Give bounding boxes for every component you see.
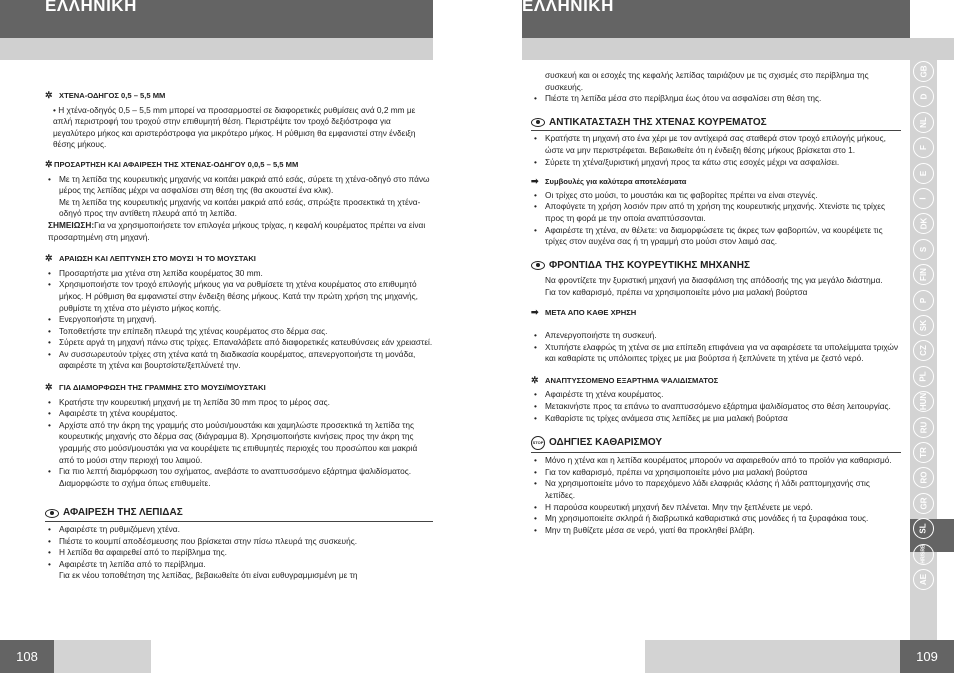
left-header-bar — [0, 0, 433, 38]
language-tab-label: F — [918, 145, 928, 151]
right-column — [531, 70, 901, 536]
section-attach-title: ✲ ΠΡΟΣΑΡΤΗΣΗ ΚΑΙ ΑΦΑΙΡΕΣΗ ΤΗΣ ΧΤΕΝΑΣ-ΟΔΗΓΟΥ 0,0,5 – 5,5 MM — [45, 158, 299, 169]
list-item: • Απενεργοποιήστε τη συσκευή. — [531, 330, 901, 342]
trimmer-attachment-list — [531, 389, 901, 424]
language-tab-label: CZ — [918, 345, 928, 357]
care-text-1: Να φροντίζετε την ξυριστική μηχανή για διασφάλιση της απόδοσής της για μεγάλο διάστημα. — [545, 275, 883, 286]
section-care-title: ΦΡΟΝΤΙΔΑ ΤΗΣ ΚΟΥΡΕΥΤΙΚΗΣ ΜΗΧΑΝΗΣ — [531, 260, 901, 274]
left-page-number: 108 — [0, 640, 54, 673]
list-item: • Με τη λεπίδα της κουρευτικής μηχανής να κοιτάει μακριά από εσάς, σύρετε τη χτένα-οδηγό στο πάνω μέρος της λεπίδας μέχρι να ασφαλίσει στη θέση της (θα ακουστεί ένα κλικ). — [45, 174, 433, 197]
section-shaping-title: ✲ ΓΙΑ ΔΙΑΜΟΡΦΩΣΗ ΤΗΣ ΓΡΑΜΜΗΣ ΣΤΟ ΜΟΥΣΙ/ΜΟΥΣΤΑΚΙ — [45, 382, 266, 393]
list-item: • Καθαρίστε τις τρίχες ανάμεσα στις λεπίδες με μια μαλακή βούρτσα — [531, 413, 901, 425]
after-use-list — [531, 330, 901, 365]
language-tab-label: DK — [919, 218, 928, 230]
sun-icon: ✲ — [45, 158, 53, 169]
language-tab-label: RU — [919, 421, 928, 433]
arrow-right-icon: ➡ — [531, 176, 539, 187]
language-tab-e[interactable] — [913, 163, 934, 184]
section-blade-removal-list — [45, 524, 433, 570]
eye-icon — [531, 261, 545, 270]
language-tab-p[interactable] — [913, 290, 934, 311]
list-item: • Πιέστε το κουμπί αποδέσμευσης που βρίσκεται στην πίσω πλευρά της συσκευής. — [45, 536, 433, 548]
list-item: • Μη χρησιμοποιείτε σκληρά ή διαβρωτικά καθαριστικά στις μονάδες ή τα ξυραφάκια τους. — [531, 513, 901, 525]
eye-icon — [531, 118, 545, 127]
right-header-title: ΕΛΛΗΝΙΚΗ — [522, 0, 614, 15]
language-tab-label: RO — [919, 471, 928, 484]
list-item: • Μην τη βυθίζετε μέσα σε νερό, γιατί θα προκληθεί βλάβη. — [531, 525, 901, 537]
left-header-title: ΕΛΛΗΝΙΚΗ — [45, 0, 137, 15]
list-item: • Κρατήστε τη μηχανή στο ένα χέρι με τον αντίχειρά σας σταθερά στον τροχό επιλογής μήκους, ώστε να μην περιστρέφεται. Βεβαιωθείτε ότι η ένδειξη θέσης μήκους βρίσκεται στο 1. — [531, 133, 901, 156]
language-tab-sk[interactable] — [913, 315, 934, 336]
after-use-title: ➡ ΜΕΤΑ ΑΠΟ ΚΑΘΕ ΧΡΗΣΗ — [531, 306, 637, 317]
list-item: • Σύρετε τη χτένα/ξυριστική μηχανή προς τα κάτω στις εσοχές μέχρι να ασφαλίσει. — [531, 157, 901, 169]
language-tab-tr[interactable] — [913, 442, 934, 463]
language-tab-label: S — [919, 246, 928, 252]
list-item: • Η παρούσα κουρευτική μηχανή δεν πλένεται. Μην την ξεπλένετε με νερό. — [531, 502, 901, 514]
right-page-number: 109 — [900, 640, 954, 673]
list-item: • Οι τρίχες στο μούσι, το μουστάκι και τις φαβορίτες πρέπει να είναι στεγνές. — [531, 190, 901, 202]
care-text-2: Για τον καθαρισμό, πρέπει να χρησιμοποιείτε μόνο μια μαλακή βούρτσα — [545, 286, 808, 297]
language-tab-label: GB — [919, 65, 928, 78]
left-column — [45, 90, 433, 582]
arrow-right-icon: ➡ — [531, 306, 539, 317]
list-item: • Η λεπίδα θα αφαιρεθεί από το περίβλημα της. — [45, 547, 433, 559]
list-item: • Κρατήστε την κουρευτική μηχανή με τη λεπίδα 30 mm προς το μέρος σας. — [45, 397, 433, 409]
language-tab-ru[interactable] — [913, 417, 934, 438]
language-tab-label: E — [919, 170, 928, 176]
right-header-bar — [522, 0, 910, 38]
section-cleaning-title: STOP ΟΔΗΓΙΕΣ ΚΑΘΑΡΙΣΜΟΥ — [531, 436, 901, 453]
language-tab-i[interactable] — [913, 188, 934, 209]
section-thinning-list — [45, 268, 433, 372]
language-tab-s[interactable] — [913, 239, 934, 260]
list-item: • Τοποθετήστε την επίπεδη πλευρά της χτένας κουρέματος στο δέρμα σας. — [45, 326, 433, 338]
section-comb-guide-text: • Η χτένα-οδηγός 0,5 – 5,5 mm μπορεί να προσαρμοστεί σε διαφορετικές ρυθμίσεις ανά 0,2 mm με απλή περιστροφή του τροχού στην επιθυμητή θέση. Περιστρέψτε τον τροχό δεξιόστροφα για μεγαλύτερο μήκος και αριστερόστροφα για μικρότερο μήκος. Η ρύθμιση θα εμφανιστεί στην ένδειξη θέσης μήκους. — [53, 104, 416, 150]
list-item: • Ενεργοποιήστε τη μηχανή. — [45, 314, 433, 326]
section-thinning-title: ✲ ΑΡΑΙΩΣΗ ΚΑΙ ΛΕΠΤΥΝΣΗ ΣΤΟ ΜΟΥΣΙ Ή ΤΟ ΜΟΥΣΤΑΚΙ — [45, 253, 256, 264]
language-tab-nl[interactable] — [913, 112, 934, 133]
list-item: • Αφαιρέστε τη χτένα κουρέματος. — [45, 408, 433, 420]
sun-icon: ✲ — [45, 90, 53, 100]
stop-icon: STOP — [531, 436, 545, 450]
section-attach-list — [45, 174, 433, 197]
section-blade-removal-tail: Για εκ νέου τοποθέτηση της λεπίδας, βεβαιωθείτε ότι είναι ευθυγραμμισμένη με τη — [59, 570, 358, 581]
section-attach-text: Με τη λεπίδα της κουρευτικής μηχανής να κοιτάει μακριά από εσάς, σπρώξτε προσεκτικά τη χτένα-οδηγό προς την αντίθετη πλευρά από τη λεπίδα. — [59, 196, 421, 219]
section-cleaning-list — [531, 455, 901, 536]
list-item: • Αρχίστε από την άκρη της γραμμής στο μούσι/μουστάκι και χαμηλώστε προσεκτικά τη λεπίδα της κουρευτικής μηχανής στο δέρμα σας (διάγραμμα 8). Χρησιμοποιήστε κινήσεις προς την άκρη της γραμμής στο μούσι/μουστάκι για να κουρέψετε τις επιθυμητές περιοχές του προσώπου και μακριά από το μούσι στην περιοχή του λαιμού. — [45, 420, 433, 466]
page-gutter — [433, 0, 522, 673]
language-tab-label: P — [919, 297, 928, 303]
tips-list — [531, 190, 901, 248]
list-item: • Αποφύγετε τη χρήση λοσιόν πριν από τη χρήση της κουρευτικής μηχανής. Χτενίστε τις τρίχες προς τη φορά με την οποία αναπτύσσονται. — [531, 201, 901, 224]
section-blade-removal-title: ΑΦΑΙΡΕΣΗ ΤΗΣ ΛΕΠΙΔΑΣ — [45, 507, 433, 522]
list-item: • Μετακινήστε προς τα επάνω το αναπτυσσόμενο εξάρτημα ψαλιδίσματος στο θέση λειτουργίας. — [531, 401, 901, 413]
list-item: • Για πιο λεπτή διαμόρφωση του σχήματος, ανεβάστε το αναπτυσσόμενο εξάρτημα ψαλιδίσματος. Διαμορφώστε το σχήμα όπως επιθυμείτε. — [45, 466, 433, 489]
language-tab-label: TR — [918, 447, 928, 458]
language-tab-pl[interactable] — [913, 366, 934, 387]
language-tab-label: D — [919, 94, 928, 100]
language-tab-ae[interactable] — [913, 569, 934, 590]
right-top-band — [522, 38, 954, 60]
language-tab-label: FIN — [918, 268, 928, 282]
left-top-band — [0, 38, 433, 60]
sidebar-edge — [937, 60, 954, 640]
language-tab-label: SL — [918, 523, 928, 534]
section-attach-note: ΣΗΜΕΙΩΣΗ:Για να χρησιμοποιήσετε τον επιλογέα μήκους τρίχας, η κεφαλή κουρέματος πρέπει να είναι προσαρτημένη στη μηχανή. — [48, 219, 426, 242]
section-comb-guide-title: ✲ ΧΤΕΝΑ-ΟΔΗΓΟΣ 0,5 – 5,5 MM — [45, 90, 166, 100]
tips-title: ➡ Συμβουλές για καλύτερα αποτελέσματα — [531, 176, 687, 187]
section-comb-replace-title: ΑΝΤΙΚΑΤΑΣΤΑΣΗ ΤΗΣ ΧΤΕΝΑΣ ΚΟΥΡΕΜΑΤΟΣ — [531, 117, 901, 132]
language-tab-gr[interactable] — [913, 493, 934, 514]
list-item: • Προσαρτήστε μια χτένα στη λεπίδα κουρέματος 30 mm. — [45, 268, 433, 280]
eye-icon — [45, 509, 59, 518]
list-item: • Μόνο η χτένα και η λεπίδα κουρέματος μπορούν να αφαιρεθούν από το προϊόν για καθαρισμό. — [531, 455, 901, 467]
language-tab-label: NL — [918, 116, 928, 128]
language-tab-gb[interactable] — [913, 61, 934, 82]
list-item: • Πιέστε τη λεπίδα μέσα στο περίβλημα έως ότου να ασφαλίσει στη θέση της. — [531, 93, 901, 105]
language-tab-label: AE — [919, 573, 928, 586]
list-item: • Αφαιρέστε τη λεπίδα από το περίβλημα. — [45, 559, 433, 571]
language-tab-label: SK — [919, 319, 928, 332]
language-tab-label: HR/SRB — [920, 544, 927, 564]
list-item: • Χρησιμοποιήστε τον τροχό επιλογής μήκους για να ρυθμίσετε τη χτένα κουρέματος στο επιθυμητό μήκος. Η ρύθμιση θα εμφανιστεί στην ένδειξη θέσης μήκους. Κατά την πρώτη χρήση της μηχανής, ρυθμίστε τη χτένα στο μέγιστο μήκος κοπής. — [45, 279, 433, 314]
intro-text: συσκευή και οι εσοχές της κεφαλής λεπίδας ταιριάζουν με τις σχισμές στο περίβλημα της συσκευής. — [545, 70, 869, 92]
list-item: • Σύρετε αργά τη μηχανή πάνω στις τρίχες. Επαναλάβετε από διαφορετικές κατευθύνσεις εάν χρειαστεί. — [45, 337, 433, 349]
intro-list — [531, 93, 901, 105]
section-shaping-list — [45, 397, 433, 490]
section-comb-replace-list — [531, 133, 901, 168]
list-item: • Αν συσσωρευτούν τρίχες στη χτένα κατά τη διαδικασία κουρέματος, απενεργοποιήστε τη μονάδα, αφαιρέστε τη χτένα και βουρτσίστε/ξεπλύνετέ την. — [45, 349, 433, 372]
list-item: • Για τον καθαρισμό, πρέπει να χρησιμοποιείτε μόνο μια μαλακή βούρτσα — [531, 467, 901, 479]
list-item: • Αφαιρέστε τη χτένα, αν θέλετε: να διαμορφώσετε τις άκρες των φαβοριτών, να κουρέψετε τις τρίχες στον αυχένα σας ή τη γραμμή στο μούσι στον λαιμό σας. — [531, 225, 901, 248]
language-tab-label: HUN — [919, 393, 928, 411]
sun-icon: ✲ — [45, 253, 53, 264]
list-item: • Αφαιρέστε τη ρυθμιζόμενη χτένα. — [45, 524, 433, 536]
list-item: • Να χρησιμοποιείτε μόνο το παρεχόμενο λάδι ελαφριάς κλάσης ή λάδι ραπτομηχανής στις λεπίδες. — [531, 478, 901, 501]
language-tab-hr-srb[interactable] — [913, 544, 934, 565]
language-tab-label: GR — [919, 497, 928, 510]
list-item: • Χτυπήστε ελαφρώς τη χτένα σε μια επίπεδη επιφάνεια για να αφαιρέσετε τα υπολείμματα τριχών και καθαρίστε τις υπόλοιπες τρίχες με μια βούρτσα ή ξεπλύνετε τη χτένα με ζεστό νερό. — [531, 342, 901, 365]
list-item: • Αφαιρέστε τη χτένα κουρέματος. — [531, 389, 901, 401]
language-tab-label: PL — [918, 371, 928, 382]
trimmer-attachment-title: ✲ ΑΝΑΠΤΥΣΣΟΜΕΝΟ ΕΞΑΡΤΗΜΑ ΨΑΛΙΔΙΣΜΑΤΟΣ — [531, 374, 719, 385]
language-tab-label: I — [918, 197, 928, 200]
sun-icon: ✲ — [531, 374, 539, 385]
sun-icon: ✲ — [45, 382, 53, 393]
